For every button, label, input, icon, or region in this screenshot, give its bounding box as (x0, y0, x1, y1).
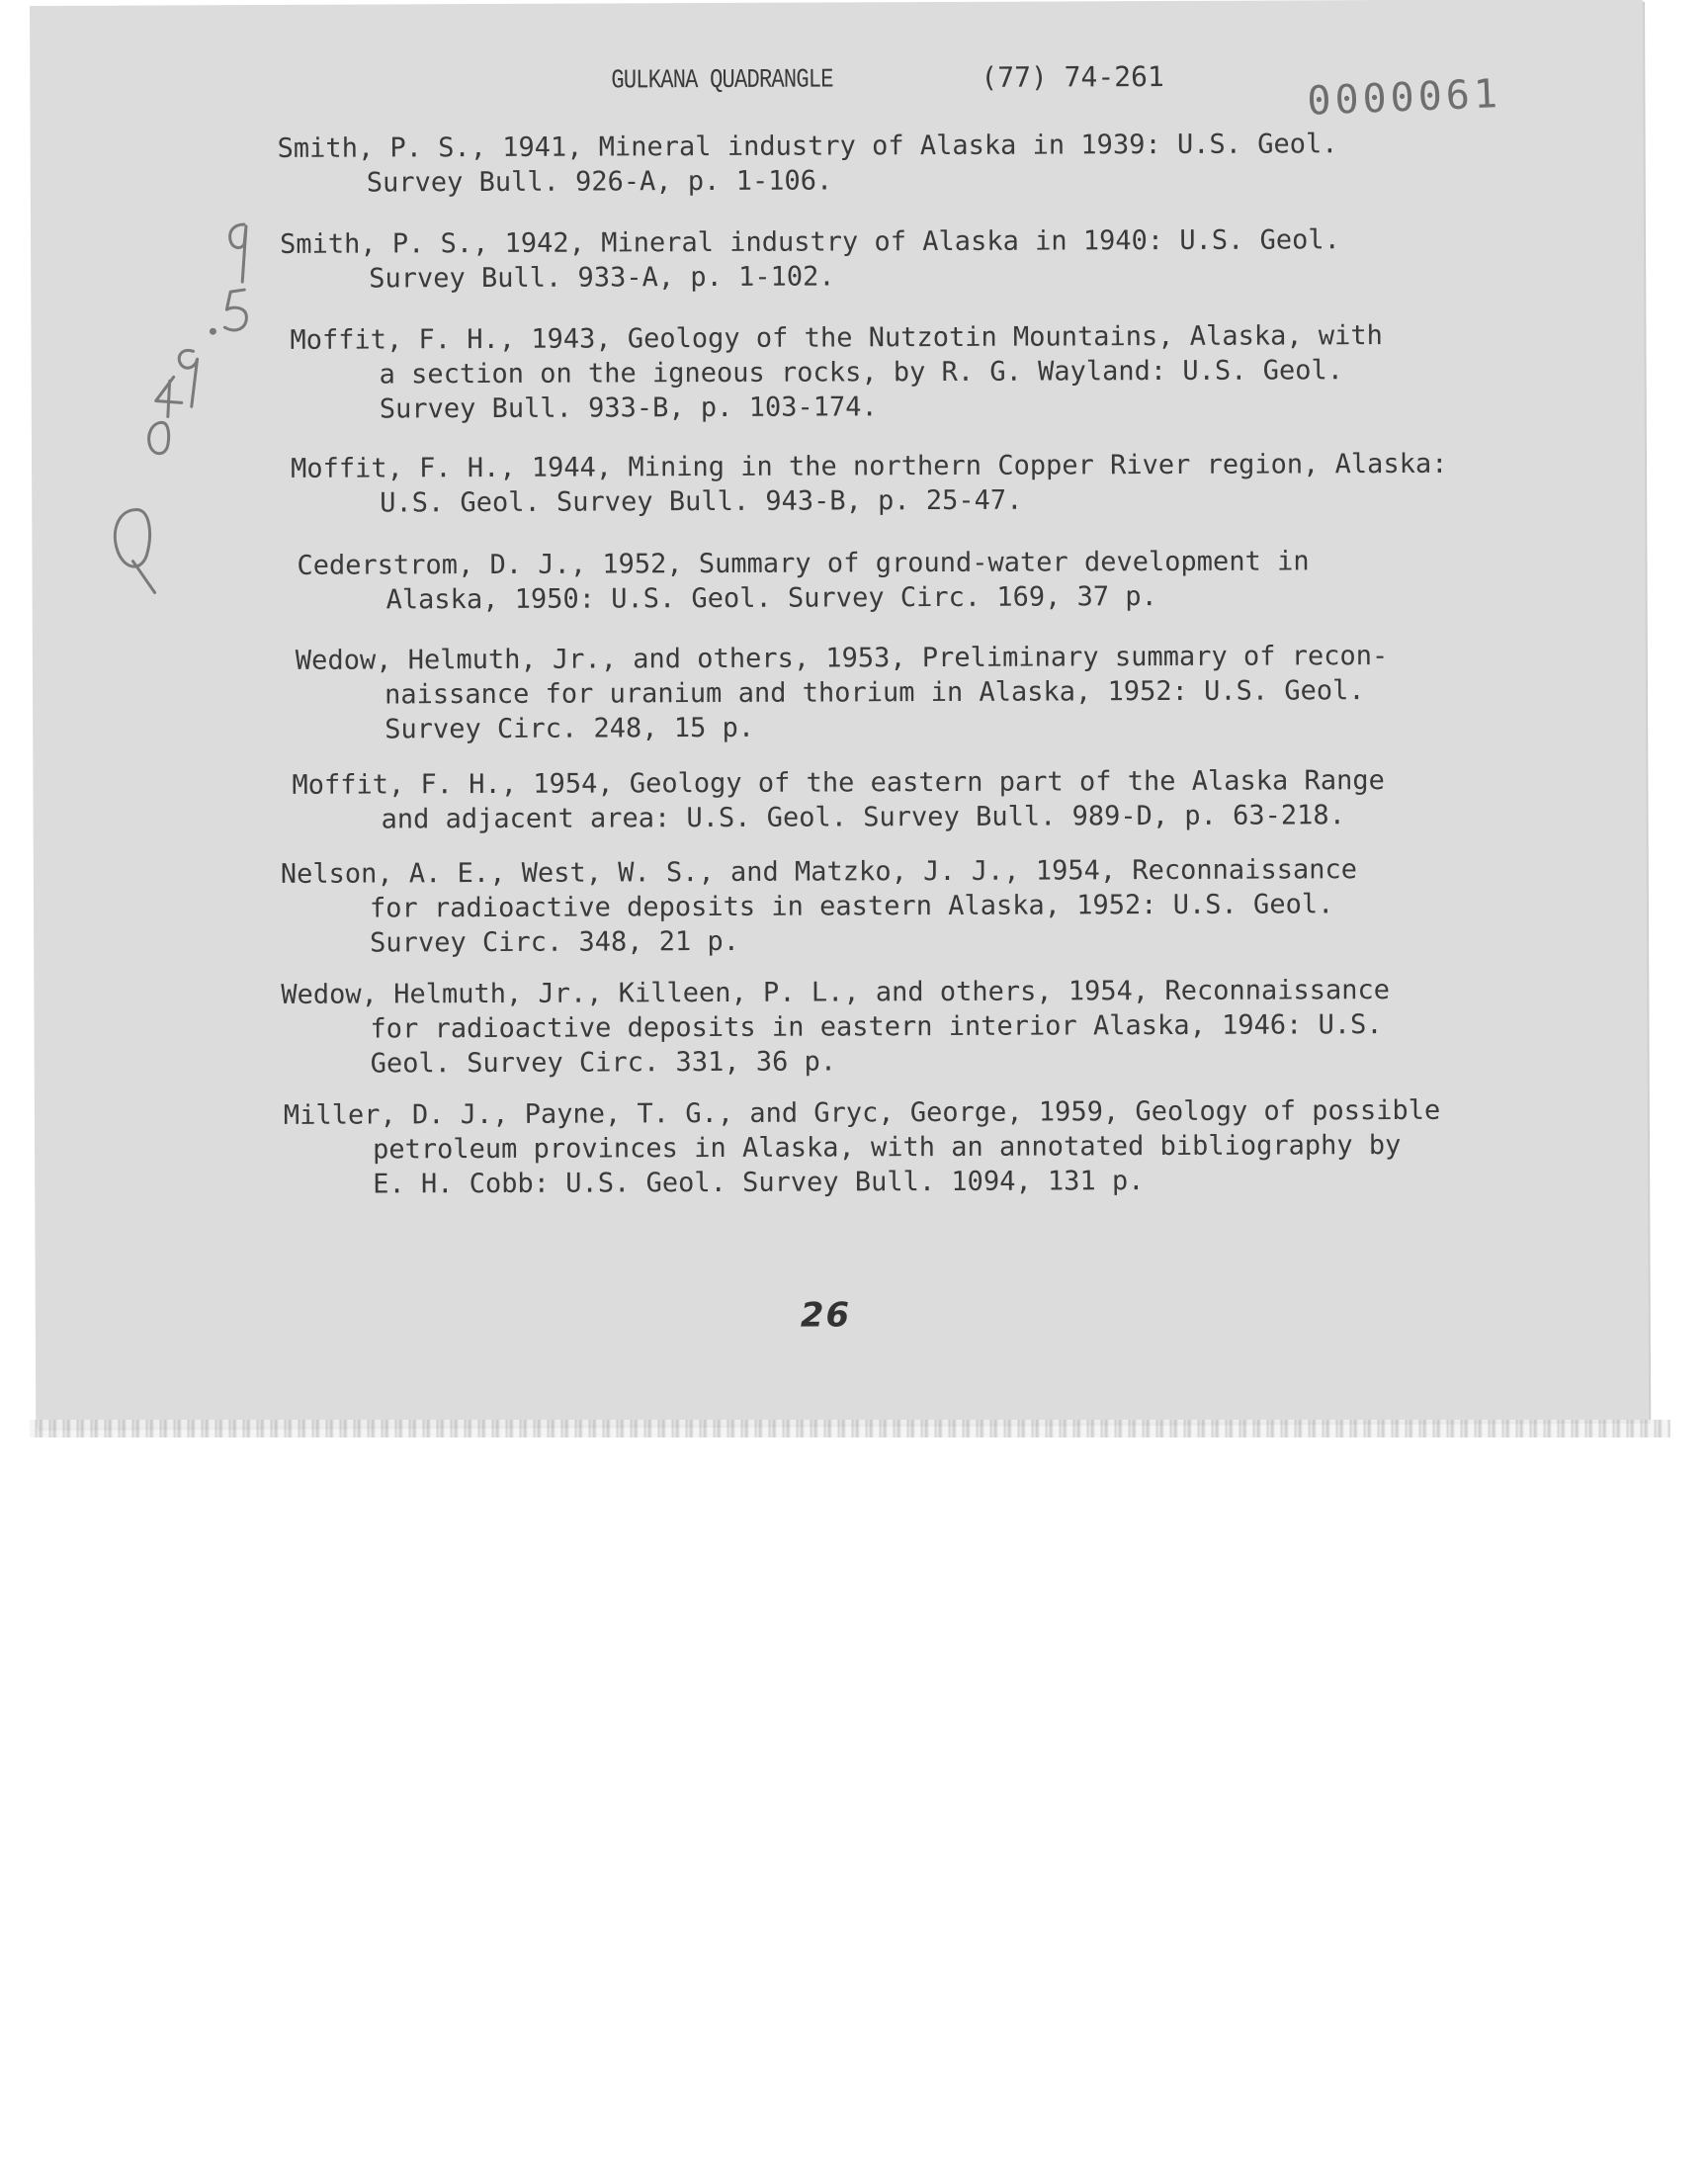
bibliography-entry (284, 1093, 1441, 1202)
page-number: 26 (800, 1295, 852, 1336)
entry-line: Geol. Survey Circ. 331, 36 p. (370, 1046, 837, 1080)
entry-line: Moffit, F. H., 1954, Geology of the eastern part of the Alaska Range (292, 765, 1385, 801)
entry-line: and adjacent area: U.S. Geol. Survey Bull. 989-D, p. 63-218. (381, 800, 1345, 835)
entry-line: Moffit, F. H., 1943, Geology of the Nutzotin Mountains, Alaska, with (290, 320, 1383, 356)
entry-line: Survey Bull. 933-B, p. 103-174. (379, 392, 878, 425)
entry-line: Survey Circ. 248, 15 p. (384, 712, 755, 745)
entry-line: Survey Bull. 926-A, p. 1-106. (366, 165, 833, 199)
bibliography-entry (290, 318, 1383, 427)
bibliography-entry (291, 447, 1448, 521)
entry-line: Smith, P. S., 1942, Mineral industry of Alaska in 1940: U.S. Geol. (279, 224, 1340, 260)
handwritten-note (96, 213, 286, 609)
entry-line: Wedow, Helmuth, Jr., and others, 1953, Preliminary summary of recon- (295, 641, 1389, 676)
entry-line: E. H. Cobb: U.S. Geol. Survey Bull. 1094, 131 p. (373, 1166, 1145, 1200)
entry-line: Cederstrom, D. J., 1952, Summary of ground-water development in (297, 546, 1310, 581)
scan-edge-strip (30, 1420, 1670, 1437)
bibliography-entry (278, 127, 1338, 201)
entry-line: Miller, D. J., Payne, T. G., and Gryc, George, 1959, Geology of possible (283, 1094, 1441, 1131)
bibliography-entry (292, 763, 1385, 837)
bibliography-entry (297, 544, 1309, 617)
entry-line: Moffit, F. H., 1944, Mining in the northern Copper River region, Alaska: (290, 448, 1448, 484)
entry-line: naissance for uranium and thorium in Alaska, 1952: U.S. Geol. (384, 675, 1365, 711)
entry-line: a section on the igneous rocks, by R. G. Wayland: U.S. Geol. (379, 355, 1344, 391)
card-header (611, 59, 1164, 97)
entry-line: for radioactive deposits in eastern interior Alaska, 1946: U.S. (370, 1009, 1383, 1045)
entry-line: Nelson, A. E., West, W. S., and Matzko, J. J., 1954, Reconnaissance (280, 854, 1358, 890)
entry-line: U.S. Geol. Survey Bull. 943-B, p. 25-47. (380, 484, 1023, 519)
entry-line: Wedow, Helmuth, Jr., Killeen, P. L., and others, 1954, Reconnaissance (281, 975, 1391, 1010)
entry-line: Smith, P. S., 1941, Mineral industry of Alaska in 1939: U.S. Geol. (277, 129, 1338, 164)
archive-stamp-number: 0000061 (1306, 71, 1502, 125)
bibliography-entry (296, 639, 1389, 747)
catalog-card (30, 0, 1649, 1428)
entry-line: petroleum provinces in Alaska, with an annotated bibliography by (372, 1129, 1402, 1166)
bibliography-entry (281, 852, 1358, 961)
report-number: (77) 74-261 (981, 59, 1164, 94)
entry-line: Survey Bull. 933-A, p. 1-102. (369, 261, 835, 295)
entry-line: Alaska, 1950: U.S. Geol. Survey Circ. 169, 37 p. (385, 581, 1157, 616)
bibliography-entry (281, 973, 1390, 1082)
quadrangle-title: GULKANA QUADRANGLE (611, 65, 833, 97)
bibliography-list (277, 127, 1494, 1200)
entry-line: for radioactive deposits in eastern Alaska, 1952: U.S. Geol. (369, 889, 1334, 924)
entry-line: Survey Circ. 348, 21 p. (370, 925, 740, 959)
bibliography-entry (280, 222, 1340, 297)
